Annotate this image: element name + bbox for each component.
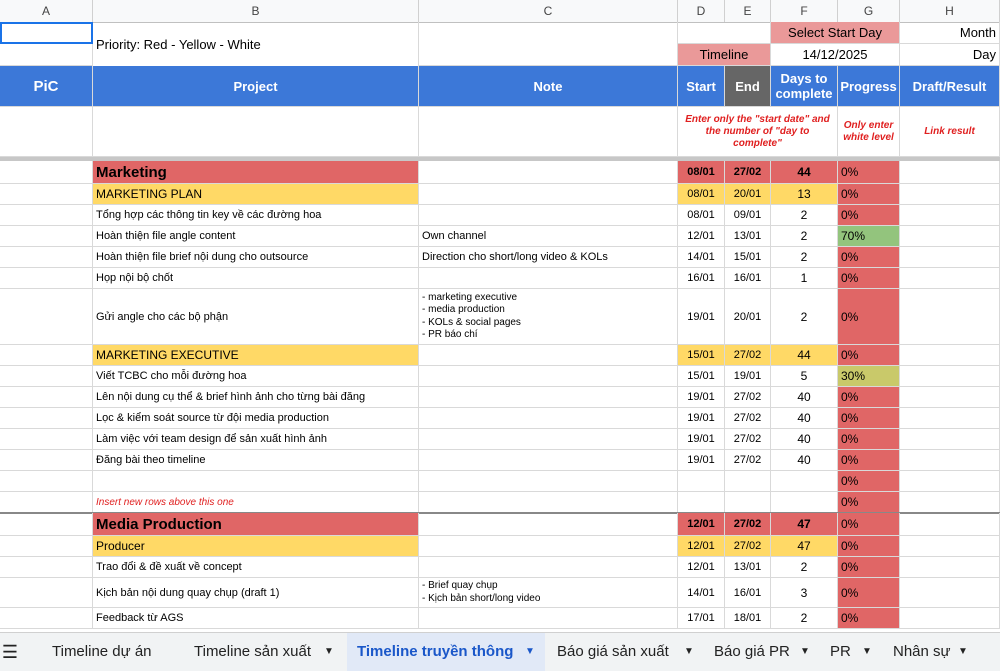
note-cell[interactable] — [419, 513, 678, 536]
days-cell[interactable]: 47 — [771, 536, 838, 557]
pic-cell[interactable] — [0, 366, 93, 387]
timeline-label[interactable]: Timeline — [678, 44, 771, 66]
pic-cell[interactable] — [0, 387, 93, 408]
project-cell[interactable] — [93, 471, 419, 492]
draft-cell[interactable] — [900, 289, 1000, 345]
sheet-tabs-bar — [0, 632, 1000, 671]
start-cell[interactable]: 19/01 — [678, 450, 725, 471]
start-cell[interactable]: 14/01 — [678, 578, 725, 608]
note-cell[interactable] — [419, 429, 678, 450]
progress-cell[interactable]: 0% — [838, 408, 900, 429]
progress-cell[interactable]: 0% — [838, 492, 900, 513]
pic-cell[interactable] — [0, 429, 93, 450]
header-note[interactable]: Note — [419, 66, 678, 107]
cell-hint-c[interactable] — [419, 107, 678, 157]
sheet-tab-4-dropdown-icon[interactable]: ▼ — [800, 646, 810, 657]
days-cell[interactable]: 2 — [771, 226, 838, 247]
note-cell[interactable] — [419, 366, 678, 387]
project-cell[interactable]: Tổng hợp các thông tin key về các đường hoa — [93, 205, 419, 226]
pic-cell[interactable] — [0, 408, 93, 429]
progress-cell[interactable]: 0% — [838, 345, 900, 366]
draft-cell[interactable] — [900, 345, 1000, 366]
progress-cell[interactable]: 0% — [838, 513, 900, 536]
note-cell[interactable] — [419, 557, 678, 578]
header-start[interactable]: Start — [678, 66, 725, 107]
progress-cell[interactable]: 0% — [838, 578, 900, 608]
sheet-tab-6-dropdown-icon[interactable]: ▼ — [958, 646, 968, 657]
note-line: - Kịch bản short/long video — [422, 592, 541, 604]
days-cell[interactable]: 1 — [771, 268, 838, 289]
start-cell[interactable]: 12/01 — [678, 226, 725, 247]
draft-cell[interactable] — [900, 513, 1000, 536]
days-cell[interactable]: 40 — [771, 387, 838, 408]
end-cell[interactable] — [725, 471, 771, 492]
pic-cell[interactable] — [0, 268, 93, 289]
days-cell[interactable]: 2 — [771, 557, 838, 578]
sheet-tab-1-dropdown-icon[interactable]: ▼ — [324, 646, 334, 657]
start-cell[interactable]: 08/01 — [678, 205, 725, 226]
end-cell[interactable]: 27/02 — [725, 408, 771, 429]
start-cell[interactable]: 16/01 — [678, 268, 725, 289]
project-cell[interactable]: Producer — [93, 536, 419, 557]
note-line: - marketing executive — [422, 291, 518, 303]
note-cell[interactable]: Direction cho short/long video & KOLs — [419, 247, 678, 268]
progress-cell[interactable]: 0% — [838, 387, 900, 408]
end-cell[interactable]: 27/02 — [725, 345, 771, 366]
note-line: - media production — [422, 304, 505, 315]
draft-cell[interactable] — [900, 578, 1000, 608]
project-cell[interactable]: Kịch bản nội dung quay chụp (draft 1) — [93, 578, 419, 608]
progress-cell[interactable]: 0% — [838, 161, 900, 184]
progress-cell[interactable]: 0% — [838, 471, 900, 492]
project-cell[interactable]: Lên nội dung cụ thể & brief hình ảnh cho từng bài đăng — [93, 387, 419, 408]
start-cell[interactable]: 12/01 — [678, 513, 725, 536]
header-project[interactable]: Project — [93, 66, 419, 107]
note-cell[interactable] — [419, 492, 678, 513]
pic-cell[interactable] — [0, 608, 93, 629]
project-cell[interactable]: Gửi angle cho các bộ phận — [93, 289, 419, 345]
cell-a1[interactable] — [0, 22, 93, 44]
month-label[interactable]: Month — [900, 22, 1000, 44]
column-header-c[interactable]: C — [419, 0, 678, 22]
days-cell[interactable]: 40 — [771, 408, 838, 429]
start-cell[interactable]: 19/01 — [678, 387, 725, 408]
draft-cell[interactable] — [900, 184, 1000, 205]
end-cell[interactable]: 27/02 — [725, 429, 771, 450]
project-cell[interactable]: Media Production — [93, 513, 419, 536]
days-cell[interactable]: 5 — [771, 366, 838, 387]
end-cell[interactable]: 27/02 — [725, 161, 771, 184]
progress-cell[interactable]: 70% — [838, 226, 900, 247]
note-cell[interactable] — [419, 161, 678, 184]
progress-cell[interactable]: 0% — [838, 608, 900, 629]
start-cell[interactable]: 19/01 — [678, 289, 725, 345]
start-cell[interactable]: 15/01 — [678, 366, 725, 387]
note-cell[interactable] — [419, 536, 678, 557]
column-header-g[interactable]: G — [838, 0, 900, 22]
end-cell[interactable]: 15/01 — [725, 247, 771, 268]
sheet-tab-6[interactable]: Nhân sự — [893, 643, 951, 660]
sheet-tab-1[interactable]: Timeline sản xuất — [194, 643, 311, 660]
start-cell[interactable]: 17/01 — [678, 608, 725, 629]
draft-cell[interactable] — [900, 247, 1000, 268]
progress-cell[interactable]: 0% — [838, 247, 900, 268]
pic-cell[interactable] — [0, 557, 93, 578]
progress-cell[interactable]: 0% — [838, 536, 900, 557]
pic-cell[interactable] — [0, 492, 93, 513]
sheet-tab-3[interactable]: Báo giá sản xuất — [557, 643, 669, 660]
note-cell[interactable] — [419, 184, 678, 205]
sheet-tab-0[interactable]: Timeline dự án — [52, 643, 152, 660]
header-end[interactable]: End — [725, 66, 771, 107]
start-hint[interactable]: Enter only the "start date" and the number of "day to complete" — [678, 107, 838, 157]
progress-cell[interactable]: 0% — [838, 450, 900, 471]
days-cell[interactable]: 3 — [771, 578, 838, 608]
end-cell[interactable]: 19/01 — [725, 366, 771, 387]
end-cell[interactable]: 27/02 — [725, 513, 771, 536]
note-cell[interactable] — [419, 387, 678, 408]
header-pic[interactable]: PiC — [0, 66, 93, 107]
end-cell[interactable] — [725, 492, 771, 513]
note-cell[interactable] — [419, 578, 678, 608]
days-cell[interactable]: 40 — [771, 450, 838, 471]
priority-label[interactable]: Priority: Red - Yellow - White — [93, 22, 419, 66]
sheet-tab-2-dropdown-icon[interactable]: ▼ — [525, 646, 535, 657]
link-hint[interactable]: Link result — [900, 107, 1000, 157]
header-days[interactable]: Days to complete — [771, 66, 838, 107]
pic-cell[interactable] — [0, 161, 93, 184]
draft-cell[interactable] — [900, 608, 1000, 629]
note-line: - Brief quay chụp — [422, 580, 498, 591]
all-sheets-menu-icon[interactable]: ☰ — [1, 642, 19, 662]
start-cell[interactable]: 12/01 — [678, 557, 725, 578]
pic-cell[interactable] — [0, 450, 93, 471]
pic-cell[interactable] — [0, 513, 93, 536]
column-header-f[interactable]: F — [771, 0, 838, 22]
cell-c1[interactable] — [419, 22, 678, 66]
pic-cell[interactable] — [0, 578, 93, 608]
header-draft[interactable]: Draft/Result — [900, 66, 1000, 107]
draft-cell[interactable] — [900, 471, 1000, 492]
draft-cell[interactable] — [900, 366, 1000, 387]
sheet-tab-3-dropdown-icon[interactable]: ▼ — [684, 646, 694, 657]
days-cell[interactable]: 47 — [771, 513, 838, 536]
column-header-b[interactable]: B — [93, 0, 419, 22]
column-header-e[interactable]: E — [725, 0, 771, 22]
project-cell[interactable]: Marketing — [93, 161, 419, 184]
start-cell[interactable] — [678, 471, 725, 492]
progress-cell[interactable]: 0% — [838, 184, 900, 205]
project-cell[interactable]: MARKETING EXECUTIVE — [93, 345, 419, 366]
pic-cell[interactable] — [0, 184, 93, 205]
start-cell[interactable]: 15/01 — [678, 345, 725, 366]
note-cell[interactable] — [419, 608, 678, 629]
sheet-tab-5[interactable]: PR — [830, 643, 851, 660]
project-cell[interactable]: Hoàn thiện file angle content — [93, 226, 419, 247]
days-cell[interactable]: 2 — [771, 608, 838, 629]
draft-cell[interactable] — [900, 387, 1000, 408]
progress-hint[interactable]: Only enter white level — [838, 107, 900, 157]
draft-cell[interactable] — [900, 536, 1000, 557]
days-cell[interactable] — [771, 471, 838, 492]
column-header-h[interactable]: H — [900, 0, 1000, 22]
sheet-tab-4[interactable]: Báo giá PR — [714, 643, 790, 660]
note-cell[interactable]: Own channel — [419, 226, 678, 247]
project-cell[interactable]: Viết TCBC cho mỗi đường hoa — [93, 366, 419, 387]
progress-cell[interactable]: 0% — [838, 205, 900, 226]
pic-cell[interactable] — [0, 471, 93, 492]
sheet-tab-2[interactable]: Timeline truyền thông — [347, 633, 545, 671]
draft-cell[interactable] — [900, 408, 1000, 429]
cell-a2[interactable] — [0, 44, 93, 66]
note-cell[interactable] — [419, 450, 678, 471]
end-cell[interactable]: 16/01 — [725, 268, 771, 289]
project-cell[interactable]: Lọc & kiểm soát source từ đội media production — [93, 408, 419, 429]
note-cell[interactable] — [419, 345, 678, 366]
draft-cell[interactable] — [900, 557, 1000, 578]
cell-d1[interactable] — [678, 22, 771, 44]
days-cell[interactable]: 2 — [771, 205, 838, 226]
draft-cell[interactable] — [900, 450, 1000, 471]
start-cell[interactable]: 19/01 — [678, 408, 725, 429]
start-cell[interactable]: 14/01 — [678, 247, 725, 268]
draft-cell[interactable] — [900, 268, 1000, 289]
project-cell[interactable]: Feedback từ AGS — [93, 608, 419, 629]
days-cell[interactable]: 2 — [771, 247, 838, 268]
select-start-day-label[interactable]: Select Start Day — [771, 22, 900, 44]
end-cell[interactable]: 13/01 — [725, 226, 771, 247]
end-cell[interactable]: 16/01 — [725, 578, 771, 608]
end-cell[interactable]: 09/01 — [725, 205, 771, 226]
pic-cell[interactable] — [0, 345, 93, 366]
end-cell[interactable]: 27/02 — [725, 387, 771, 408]
note-line: - KOLs & social pages — [422, 316, 521, 328]
project-cell[interactable]: Hoàn thiện file brief nội dung cho outsource — [93, 247, 419, 268]
days-cell[interactable]: 2 — [771, 289, 838, 345]
start-cell[interactable]: 19/01 — [678, 429, 725, 450]
end-cell[interactable]: 27/02 — [725, 450, 771, 471]
draft-cell[interactable] — [900, 429, 1000, 450]
note-cell[interactable] — [419, 471, 678, 492]
days-cell[interactable]: 44 — [771, 345, 838, 366]
start-cell[interactable]: 08/01 — [678, 184, 725, 205]
note-cell[interactable] — [419, 408, 678, 429]
timeline-date[interactable]: 14/12/2025 — [771, 44, 900, 66]
note-line: - PR báo chí — [422, 329, 478, 340]
end-cell[interactable]: 18/01 — [725, 608, 771, 629]
pic-cell[interactable] — [0, 247, 93, 268]
end-cell[interactable]: 27/02 — [725, 536, 771, 557]
cell-hint-a[interactable] — [0, 107, 93, 157]
pic-cell[interactable] — [0, 289, 93, 345]
progress-cell[interactable]: 0% — [838, 429, 900, 450]
project-cell[interactable]: Họp nội bộ chốt — [93, 268, 419, 289]
project-cell[interactable]: Đăng bài theo timeline — [93, 450, 419, 471]
pic-cell[interactable] — [0, 205, 93, 226]
pic-cell[interactable] — [0, 226, 93, 247]
note-cell[interactable] — [419, 268, 678, 289]
days-cell[interactable]: 44 — [771, 161, 838, 184]
end-cell[interactable]: 20/01 — [725, 184, 771, 205]
start-cell[interactable]: 12/01 — [678, 536, 725, 557]
note-cell[interactable] — [419, 289, 678, 345]
column-header-bar — [0, 0, 1000, 23]
end-cell[interactable]: 13/01 — [725, 557, 771, 578]
days-cell[interactable]: 40 — [771, 429, 838, 450]
project-cell[interactable]: MARKETING PLAN — [93, 184, 419, 205]
note-cell[interactable] — [419, 205, 678, 226]
progress-cell[interactable]: 30% — [838, 366, 900, 387]
draft-cell[interactable] — [900, 492, 1000, 513]
project-cell[interactable]: Insert new rows above this one — [93, 492, 419, 513]
header-progress[interactable]: Progress — [838, 66, 900, 107]
sheet-tab-5-dropdown-icon[interactable]: ▼ — [862, 646, 872, 657]
project-cell[interactable]: Trao đổi & đề xuất về concept — [93, 557, 419, 578]
days-cell[interactable]: 13 — [771, 184, 838, 205]
project-cell[interactable]: Làm việc với team design để sản xuất hình ảnh — [93, 429, 419, 450]
end-cell[interactable]: 20/01 — [725, 289, 771, 345]
progress-cell[interactable]: 0% — [838, 557, 900, 578]
start-cell[interactable] — [678, 492, 725, 513]
column-header-d[interactable]: D — [678, 0, 725, 22]
start-cell[interactable]: 08/01 — [678, 161, 725, 184]
column-header-a[interactable]: A — [0, 0, 93, 22]
progress-cell[interactable]: 0% — [838, 289, 900, 345]
draft-cell[interactable] — [900, 205, 1000, 226]
pic-cell[interactable] — [0, 536, 93, 557]
days-cell[interactable] — [771, 492, 838, 513]
day-label[interactable]: Day — [900, 44, 1000, 66]
draft-cell[interactable] — [900, 161, 1000, 184]
cell-hint-b[interactable] — [93, 107, 419, 157]
draft-cell[interactable] — [900, 226, 1000, 247]
progress-cell[interactable]: 0% — [838, 268, 900, 289]
